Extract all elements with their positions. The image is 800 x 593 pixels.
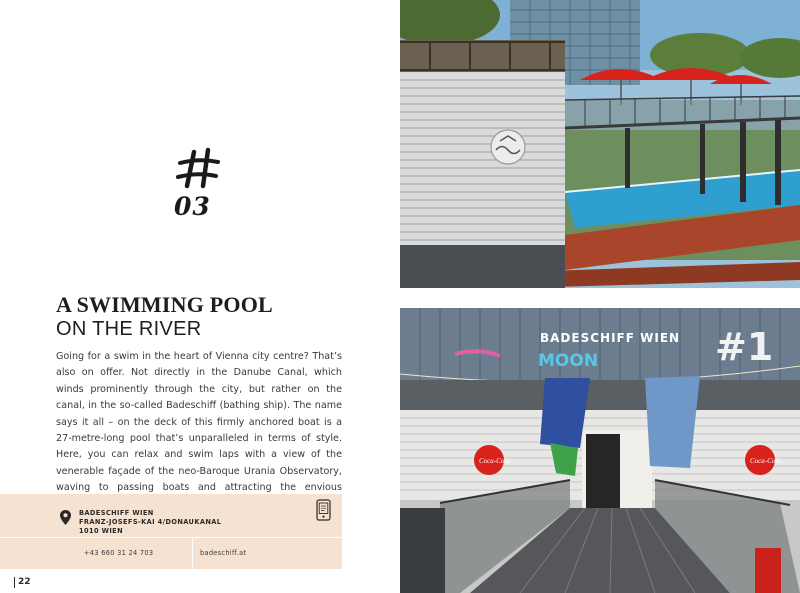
chapter-number: 03	[174, 192, 211, 221]
venue-city: 1010 WIEN	[79, 527, 123, 535]
sign-text-badeschiff: BADESCHIFF WIEN	[540, 331, 681, 345]
photo-entrance	[400, 308, 800, 593]
phone-number[interactable]: +43 660 31 24 703	[84, 549, 154, 557]
venue-street: FRANZ-JOSEFS-KAI 4/DONAUKANAL	[79, 518, 222, 526]
sign-number: #1	[715, 325, 774, 369]
photo-pool-deck	[400, 0, 800, 288]
address-block	[79, 509, 221, 536]
body-paragraph: Going for a swim in the heart of Vienna city centre? That’s also on offer. Not directly in the Danube Canal, which winds prominently through the city, but rather on the canal, in the so-called Badeschiff (bathing ship). The name says it all – on the deck of this firmly anchored boat is a 27-metre-long pool that’s unparalleled in terms of style. Here, you can relax and swim laps with a view of the venerable façade of the neo-Baroque Urania Observatory, waving to passing boats and attracting the envious	[56, 351, 342, 494]
chapter-number-mark	[172, 146, 232, 226]
title-bold: A SWIMMING POOL	[56, 292, 273, 317]
map-pin-icon	[60, 510, 71, 525]
venue-name: BADESCHIFF WIEN	[79, 509, 154, 517]
svg-text:Coca-Cola: Coca-Cola	[750, 457, 781, 465]
info-divider	[0, 537, 342, 538]
title-light: ON THE RIVER	[56, 318, 202, 340]
info-vertical-divider	[192, 538, 193, 569]
graffiti-text: MOON	[538, 351, 599, 371]
website-link[interactable]: badeschiff.at	[200, 549, 247, 557]
smartphone-icon	[316, 499, 331, 521]
page-number: 22	[14, 577, 31, 588]
svg-text:Coca-Cola: Coca-Cola	[479, 457, 510, 465]
